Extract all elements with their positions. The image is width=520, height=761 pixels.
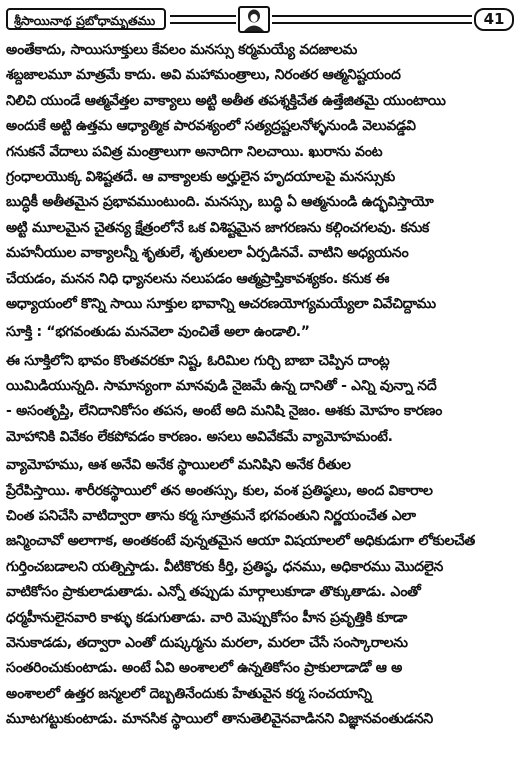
text-line: బుద్ధికీ అతీతమైన ప్రభావముంటుంది. మనస్సు, బుద్ధి ఏ ఆత్మనుండి ఉద్భవిస్తాయో bbox=[6, 194, 434, 211]
text-line: ఈ సూక్తిలోని భావం కొంతవరకూ నిష్ట, ఓరిమిల గుర్చి బాబా చెప్పిన దాంట్ల bbox=[6, 352, 390, 369]
text-line: గుర్తించబడాలని యత్నిస్తాడు. వీటికొరకు కీర్తి, ప్రతిష్ఠ, ధనము, అధికారము మొదలైన bbox=[6, 558, 444, 575]
page-number: 41 bbox=[474, 8, 514, 31]
text-line: మోహానికి వివేకం లేకపోవడం కారణం. అసలు అవివేకమే వ్యామోహమంటే. bbox=[6, 428, 393, 445]
text-line: చేయడం, మనన నిధి ధ్యానలను నలుపడం ఆత్మప్రాప్తికావశ్యకం. కనుక ఈ bbox=[6, 270, 390, 287]
page-header bbox=[6, 6, 514, 34]
text-line: - అసంతృప్తి, లేనిదానికోసం తపన, అంటే అది మనిషి నైజం. ఆశకు మోహం కారణం bbox=[6, 403, 443, 420]
text-line: అంశాలలో ఉత్తర జన్మలలో దెబ్బతినేందుకు హేతువైన కర్మ సంచయాన్ని bbox=[6, 685, 372, 702]
sai-baba-portrait-icon bbox=[238, 6, 270, 33]
text-line: సంతరించుకుంటాడు. అంటే ఏవి అంశాలలో ఉన్నతికోసం ప్రాకులాడాడో ఆ అ bbox=[6, 660, 403, 677]
text-line: నిలిచి యుండే ఆత్మవేత్తల వాక్యాలు అట్టి అతీత తపశ్శక్తిచేత ఉత్తేజితమై యుంటాయి bbox=[6, 92, 446, 109]
running-title: శ్రీసాయినాథ ప్రబోధామృతము bbox=[6, 8, 166, 30]
text-line: అధ్యాయంలో కొన్ని సాయి సూక్తుల భావాన్ని ఆచరణయోగ్యమయ్యేలా వివేచిద్దాము bbox=[6, 295, 436, 312]
header-rule bbox=[272, 22, 472, 24]
text-line: శబ్దజాలమూ మాత్రమే కాదు. అవి మహామంత్రాలు, నిరంతర ఆత్మనిష్టయంద bbox=[6, 67, 401, 84]
text-line: ధర్మహీనులైనవారి కాళ్ళు కడుగుతాడు. వారి మెప్పుకోసం హీన ప్రవృత్తికి కూడా bbox=[6, 609, 408, 626]
text-line: యిమిడియున్నది. సామాన్యంగా మానవుడి నైజమే ఉన్న దానితో - ఎన్ని వున్నా నదే bbox=[6, 378, 437, 395]
text-line: గనుకనే వేదాలు పవిత్ర మంత్రాలుగా అనాదిగా నిలచాయి. ఖురాను వంట bbox=[6, 143, 383, 160]
text-line: వ్యామోహము, ఆశ అనేవి అనేక స్థాయిలలో మనిషిని అనేక రీతుల bbox=[6, 457, 351, 474]
text-line: అంతేకాదు, సాయిసూక్తులు కేవలం మనస్సు కర్మమయ్యే వదజాలమ bbox=[6, 42, 358, 58]
text-line: ప్రేరేపిస్తాయి. శారీరకస్థాయిలో తన అంతస్సు, కుల, వంశ ప్రతిష్ఠలు, అంద వికారాల bbox=[6, 482, 433, 499]
header-rule bbox=[170, 22, 236, 24]
header-rule bbox=[170, 15, 236, 17]
header-rule bbox=[272, 15, 472, 17]
text-line: చింత పనిచేసి వాటిద్వారా తాను కర్మ సూత్రమనే భగవంతుని నిర్ణయంచేత ఎలా bbox=[6, 508, 416, 525]
text-line: మహనీయుల వాక్యాలన్నీ శృతులే, శృతులలా ఏర్పడినవే. వాటిని అధ్యయనం bbox=[6, 245, 409, 262]
text-line: వెనుకాడడు, తద్వారా ఎంతో దుష్కర్మను మరలా, మరలా చేసే సంస్కారాలను bbox=[6, 634, 408, 651]
text-line: గ్రంధాలయొక్క విశిష్టతదే. ఆ వాక్యాలకు అర్హులైన హృదయాలపై మనస్సుకు bbox=[6, 168, 395, 185]
text-line: జన్మించావో అలాగాక, అంతకంటే వున్నతమైన ఆయా విషయాలలో అధికుడుగా లోకులచేత bbox=[6, 533, 476, 550]
body-text bbox=[6, 38, 514, 733]
text-line: వాటికోసం ప్రాకులాడుతాడు. ఎన్నో తప్పుడు మార్గాలుకూడా తొక్కుతాడు. ఎంతో bbox=[6, 584, 421, 601]
text-line: మూటగట్టుకుంటాడు. మానసిక స్థాయిలో తానుతెలివైనవాడినని విజ్ఞానవంతుడనని bbox=[6, 711, 433, 728]
text-line: సూక్తి : “భగవంతుడు మనవెలా వుంచితే అలా ఉండాలి.” bbox=[6, 324, 310, 341]
text-line: అట్టి మూలమైన చైతన్య క్షేత్రంలోనే ఒక విశిష్టమైన జాగరణను కల్గించగలవు. కనుక bbox=[6, 219, 430, 236]
text-line: అందుకే అట్టి ఉత్తమ ఆధ్యాత్మిక పారవశ్యంలో సత్యద్రష్టలనోళ్ళనుండి వెలువడ్డవి bbox=[6, 118, 416, 135]
